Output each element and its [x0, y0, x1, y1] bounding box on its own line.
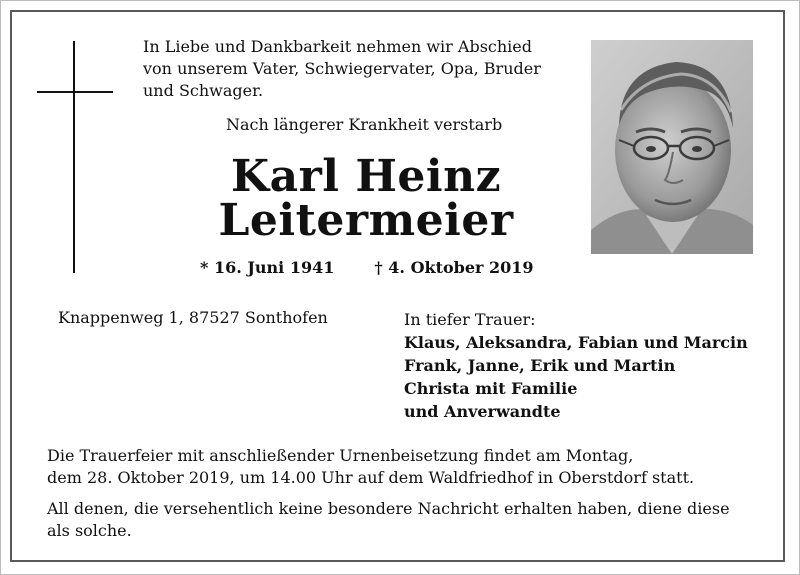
mourner-line: Christa mit Familie — [404, 379, 578, 398]
cause-of-death: Nach längerer Krankheit verstarb — [226, 115, 503, 134]
intro-line: und Schwager. — [143, 81, 264, 100]
mourner-line: und Anverwandte — [404, 402, 561, 421]
mourners-heading: In tiefer Trauer: — [404, 310, 536, 329]
deceased-last-name: Leitermeier — [218, 195, 514, 246]
service-info — [47, 445, 767, 489]
deceased-name — [166, 151, 566, 246]
notice-line: als solche. — [47, 521, 132, 540]
cross-icon-bar — [37, 91, 113, 93]
mourner-line: Frank, Janne, Erik und Martin — [404, 356, 676, 375]
deceased-first-name: Karl Heinz — [230, 151, 502, 202]
notice-text — [47, 498, 767, 542]
death-date: † 4. Oktober 2019 — [374, 258, 534, 277]
intro-text — [143, 36, 583, 102]
birth-date: * 16. Juni 1941 — [200, 258, 335, 277]
life-dates — [200, 258, 534, 277]
intro-line: von unserem Vater, Schwiegervater, Opa, Bruder — [143, 59, 541, 78]
mourner-line: Klaus, Aleksandra, Fabian und Marcin — [404, 333, 748, 352]
address: Knappenweg 1, 87527 Sonthofen — [58, 308, 328, 327]
service-line: Die Trauerfeier mit anschließender Urnenbeisetzung findet am Montag, — [47, 446, 634, 465]
notice-line: All denen, die versehentlich keine besondere Nachricht erhalten haben, diene diese — [47, 499, 730, 518]
cross-icon — [73, 41, 75, 273]
service-line: dem 28. Oktober 2019, um 14.00 Uhr auf dem Waldfriedhof in Oberstdorf statt. — [47, 468, 695, 487]
portrait-photo — [591, 40, 753, 254]
intro-line: In Liebe und Dankbarkeit nehmen wir Abschied — [143, 37, 533, 56]
mourners-block — [404, 308, 748, 423]
